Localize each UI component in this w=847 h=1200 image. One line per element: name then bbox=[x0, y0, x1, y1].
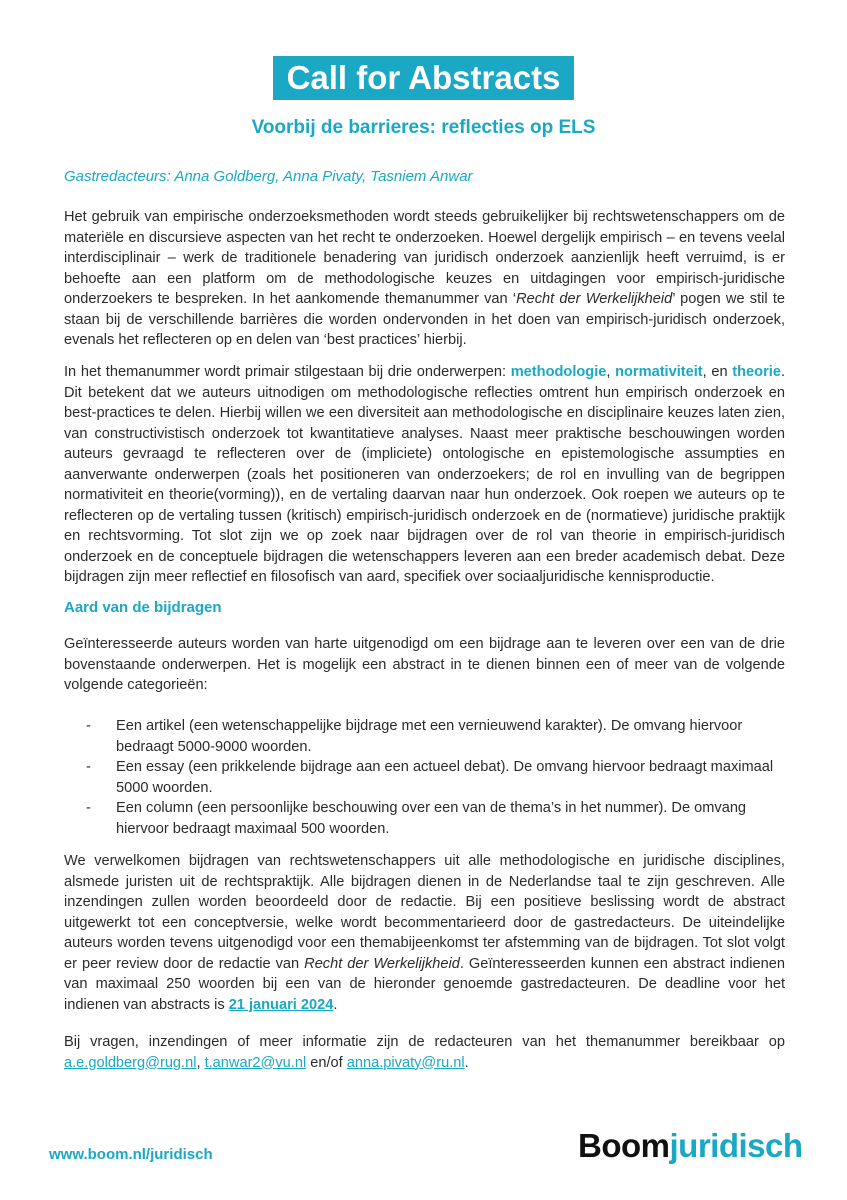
separator: , bbox=[606, 364, 616, 380]
list-item-text: Een column (een persoonlijke beschouwing over een van de thema’s in het nummer). De omvang hiervoor bedraagt maximaal 500 woorden. bbox=[116, 800, 747, 837]
logo-juridisch: juridisch bbox=[669, 1127, 803, 1164]
paragraph-text: Het gebruik van empirische onderzoeksmethoden wordt steeds gebruikelijker bij rechtswetenschappers om de materiële en discursieve aspecten van het recht te onderzoeken. Hoewel dergelijk empirisch – en tevens veelal interdisciplinair – werk de traditionele benadering van juridisch onderzoek aanzienlijk heeft verruimd, is er behoefte aan een platform om de methodologische keuzes en uitdagingen voor empirisch-juridische onderzoekers te bespreken. In het aankomende themanummer van ‘ bbox=[64, 209, 785, 307]
paragraph-text: We verwelkomen bijdragen van rechtswetenschappers uit alle methodologische en juridische disciplines, alsmede juristen uit de rechtspraktijk. Alle bijdragen dienen in de Nederlandse taal te zijn geschreven. Alle inzendingen zullen worden beoordeeld door de redactie. Bij een positieve beslissing wordt de abstract uitgewerkt tot een conceptversie, welke wordt becommentarieerd door de gastredacteurs. De uiteindelijke auteurs worden tevens uitgenodigd voor een themabijeenkomst ter afstemming van de bijdragen. Tot slot volgt er peer review door de redactie van bbox=[64, 853, 785, 972]
title-wrapper bbox=[0, 56, 847, 100]
separator: . bbox=[464, 1054, 469, 1071]
page-subtitle: Voorbij de barrieres: reflecties op ELS bbox=[251, 117, 596, 138]
topic-normativiteit: normativiteit bbox=[615, 364, 703, 380]
footer-url-link[interactable]: www.boom.nl/juridisch bbox=[49, 1146, 213, 1163]
list-item bbox=[86, 798, 786, 839]
journal-title: Recht der Werkelijkheid bbox=[516, 291, 673, 307]
separator: , bbox=[196, 1054, 205, 1071]
paragraph-text: In het themanummer wordt primair stilgestaan bij drie onderwerpen: bbox=[64, 364, 511, 380]
paragraph-procedure bbox=[64, 851, 785, 1015]
email-link-anwar[interactable]: t.anwar2@vu.nl bbox=[204, 1054, 307, 1071]
topic-methodologie: methodologie bbox=[510, 364, 607, 380]
paragraph-intro bbox=[64, 207, 785, 351]
list-dash: - bbox=[86, 759, 91, 775]
journal-title: Recht der Werkelijkheid bbox=[304, 955, 460, 972]
list-item-text: Een essay (een prikkelende bijdrage aan een actueel debat). De omvang hiervoor bedraagt maximaal 5000 woorden. bbox=[116, 759, 774, 796]
email-link-goldberg[interactable]: a.e.goldberg@rug.nl bbox=[64, 1054, 197, 1071]
paragraph-text: . Dit betekent dat we auteurs uitnodigen om methodologische reflecties omtrent hun empirisch onderzoek en best-practices te delen. Hierbij willen we een diversiteit aan methodologische en disciplinaire keuzes laten zien, van constructivistisch onderzoek tot kwantitatieve analyses. Naast meer praktische beschouwingen worden auteurs gevraagd te reflecteren over de (impliciete) ontologische en epistemologische assumpties en aanverwante onderwerpen (zoals het positioneren van onderzoekers; de rol en invulling van de begrippen normativiteit en theorie(vorming)), en de vertaling daarvan naar hun onderzoek. Ook roepen we auteurs op te reflecteren op de vertaling tussen (kritisch) empirisch-juridisch onderzoek en de (normatieve) juridische praktijk en rechtsvorming. Tot slot zijn we op zoek naar bijdragen over de rol van theorie in empirisch-juridisch onderzoek en de conceptuele bijdragen die wetenschappers leveren aan een breder academisch debat. Deze bijdragen zijn meer reflectief en filosofisch van aard, specifiek over sociaaljuridische kennisproductie. bbox=[64, 364, 785, 585]
paragraph-text: . Geïnteresseerden kunnen een abstract indienen van maximaal 250 woorden bij een van de hieronder genoemde gastredacteuren. De deadline voor het indienen van abstracts is bbox=[64, 955, 785, 1013]
paragraph-text: Bij vragen, inzendingen of meer informatie zijn de redacteuren van het themanummer bereikbaar op bbox=[64, 1034, 785, 1050]
logo-boom: Boom bbox=[578, 1127, 670, 1164]
email-link-pivaty[interactable]: anna.pivaty@ru.nl bbox=[346, 1054, 465, 1071]
paragraph-contact bbox=[64, 1032, 785, 1073]
list-item bbox=[86, 716, 786, 757]
list-dash: - bbox=[86, 800, 91, 816]
paragraph-topics bbox=[64, 362, 785, 588]
category-list bbox=[86, 716, 786, 839]
deadline-date: 21 januari 2024 bbox=[228, 996, 334, 1013]
guest-editors: Gastredacteurs: Anna Goldberg, Anna Pivaty, Tasniem Anwar bbox=[64, 168, 473, 185]
paragraph-invitation: Geïnteresseerde auteurs worden van harte uitgenodigd om een bijdrage aan te leveren over een van de drie bovenstaande onderwerpen. Het is mogelijk een abstract in te dienen binnen een of meer van de volgende volgende categorieën: bbox=[64, 636, 785, 693]
section-heading: Aard van de bijdragen bbox=[64, 599, 222, 616]
separator: , en bbox=[702, 364, 733, 380]
separator: en/of bbox=[306, 1054, 347, 1071]
list-item bbox=[86, 757, 786, 798]
paragraph-text: . bbox=[333, 996, 338, 1013]
list-item-text: Een artikel (een wetenschappelijke bijdrage met een vernieuwend karakter). De omvang hiervoor bedraagt 5000-9000 woorden. bbox=[116, 718, 743, 755]
page-title: Call for Abstracts bbox=[273, 56, 575, 100]
list-dash: - bbox=[86, 718, 91, 734]
topic-theorie: theorie bbox=[732, 364, 781, 380]
publisher-logo bbox=[578, 1127, 803, 1165]
paragraph-text: ’ pogen we stil te staan bij de verschillende barrières die worden ondervonden in het doen van empirisch-juridisch onderzoek, evenals het reflecteren op en delen van ‘best practices’ hierbij. bbox=[64, 291, 785, 348]
